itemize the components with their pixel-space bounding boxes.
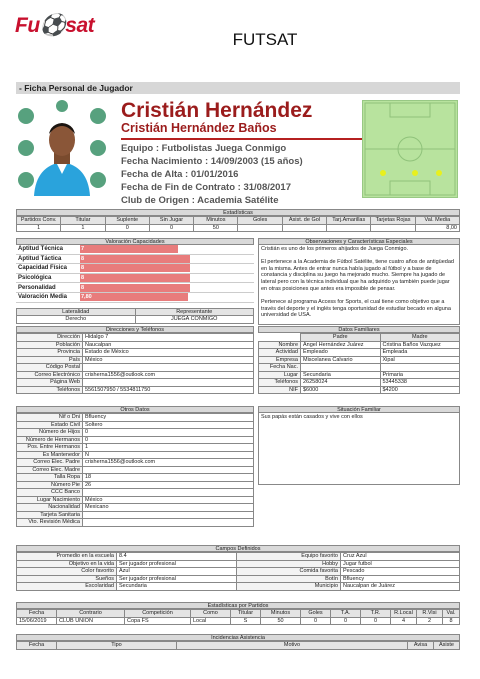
incidencias-title: Incidencias Asistencia: [16, 634, 460, 641]
dir-label: Provincia: [17, 349, 83, 357]
campo-value: Ser jugador profesional: [117, 560, 237, 568]
table-row: [17, 568, 460, 576]
campo-label: Color favorito: [17, 568, 117, 576]
dir-value: Naucalpan: [83, 341, 254, 349]
dir-label: Código Postal: [17, 364, 83, 372]
partido-header: Competición: [125, 610, 191, 618]
fam-label: Actividad: [259, 349, 301, 357]
partido-cell: Local: [191, 617, 231, 625]
stat-value: 50: [194, 224, 238, 232]
campo-label: Hobby: [237, 560, 341, 568]
fam-madre: Xipal: [380, 356, 460, 364]
stat-value: 8,00: [415, 224, 459, 232]
table-row: [17, 496, 254, 504]
table-row: [17, 444, 254, 452]
campos-title: Campos Definidos: [16, 545, 460, 552]
stat-header: Partidos Conv.: [17, 217, 61, 225]
otros-value: 1: [83, 444, 254, 452]
otros-label: Nif o Dni: [17, 414, 83, 422]
partido-cell: 4: [391, 617, 417, 625]
position-dot: [380, 170, 386, 176]
fam-padre: Miscelanea Calvario: [301, 356, 381, 364]
representante-header: Representante: [135, 308, 254, 316]
campo-label: Objetivo en la vida: [17, 560, 117, 568]
ficha-title-bar: - Ficha Personal de Jugador: [16, 82, 460, 94]
stat-header: Suplente: [105, 217, 149, 225]
otros-value: [83, 519, 254, 527]
dir-label: Correo Electrónico: [17, 371, 83, 379]
capacidad-label: Valoración Media: [18, 294, 68, 301]
otros-label: Número de Hijos: [17, 429, 83, 437]
fam-madre: Primaria: [380, 371, 460, 379]
lateralidad-header: Lateralidad: [17, 308, 136, 316]
stat-header: Tarj.Amarillas: [327, 217, 371, 225]
stat-header: Goles: [238, 217, 282, 225]
fam-madre: Cristina Baños Vazquez: [380, 341, 460, 349]
campo-value: Ser jugador profesional: [117, 575, 237, 583]
partido-header: R.Local: [391, 610, 417, 618]
stat-value: [238, 224, 282, 232]
player-full-name: Cristián Hernández Baños: [121, 121, 277, 135]
table-row: [17, 474, 254, 482]
stat-value: 0: [105, 224, 149, 232]
capacidad-label: Capacidad Física: [18, 265, 68, 272]
table-row: [17, 379, 254, 387]
table-row: [17, 421, 254, 429]
otros-value: 26: [83, 481, 254, 489]
capacidad-row: [16, 264, 254, 274]
table-row: [17, 414, 254, 422]
padre-header: Padre: [301, 334, 381, 342]
campos-section: [16, 545, 460, 591]
estadisticas-title: Estadísticas: [16, 209, 460, 216]
direcciones-title: Direcciones y Teléfonos: [16, 326, 254, 333]
incidencia-header: Tipo: [57, 642, 177, 650]
capacidades-title: Valoración Capacidades: [16, 238, 254, 245]
capacidad-row: [16, 293, 254, 303]
table-row: [17, 429, 254, 437]
otros-label: Correo Elec. Madre: [17, 466, 83, 474]
stat-header: Asist. de Gol: [282, 217, 326, 225]
fam-madre: [380, 364, 460, 372]
direcciones-section: [16, 326, 254, 394]
partido-header: R.Visi: [417, 610, 443, 618]
observaciones-text: [258, 245, 460, 325]
otros-title: Otros Datos: [16, 406, 254, 413]
dir-label: Dirección: [17, 334, 83, 342]
table-row: [17, 504, 254, 512]
partido-header: Titular: [231, 610, 261, 618]
table-row: [259, 364, 460, 372]
capacidad-row: [16, 274, 254, 284]
representante-value: JUEGA CONMIGO: [135, 316, 254, 324]
table-row: [17, 364, 254, 372]
partido-cell: 50: [261, 617, 301, 625]
capacidad-row: [16, 255, 254, 265]
dir-value: México: [83, 356, 254, 364]
otros-value: N: [83, 451, 254, 459]
partido-cell: 2: [417, 617, 443, 625]
partido-cell: 8: [443, 617, 460, 625]
table-row: [17, 519, 254, 527]
capacidad-label: Aptitud Técnica: [18, 246, 64, 253]
incidencia-header: Motivo: [177, 642, 408, 650]
stat-header: Tarjetas Rojas: [371, 217, 415, 225]
campo-label: Promedio en la escuela: [17, 553, 117, 561]
dir-label: Población: [17, 341, 83, 349]
table-row: [259, 356, 460, 364]
otros-label: Es Mantenedor: [17, 451, 83, 459]
campos-table: [16, 552, 460, 591]
observaciones-p1: Cristián es uno de los primeros ahijados de Juega Conmigo.: [261, 246, 409, 252]
partido-cell: 15/06/2019: [17, 617, 57, 625]
info-alta: Fecha de Alta : 01/01/2016: [121, 169, 239, 180]
player-name: Cristián Hernández: [121, 99, 313, 122]
table-row: [17, 575, 460, 583]
campo-value: Jugar futbol: [341, 560, 460, 568]
brand-title: FUTSAT: [232, 30, 298, 49]
stat-value: [327, 224, 371, 232]
partido-header: T.A.: [331, 610, 361, 618]
campo-value: Naucalpan de Juárez: [341, 583, 460, 591]
table-row: [259, 379, 460, 387]
stat-value: 1: [61, 224, 105, 232]
campo-value: 8.4: [117, 553, 237, 561]
partido-header: Como: [191, 610, 231, 618]
stat-header: Minutos: [194, 217, 238, 225]
dir-value: Estado de México: [83, 349, 254, 357]
incidencias-section: [16, 634, 460, 650]
otros-label: Vto. Revisión Médica: [17, 519, 83, 527]
table-row: [259, 341, 460, 349]
incidencia-header: Avisa: [408, 642, 434, 650]
otros-email-link[interactable]: crisherna1556@outlook.com: [83, 459, 254, 467]
fam-padre: [301, 364, 381, 372]
campo-label: Comida favorita: [237, 568, 341, 576]
partido-cell: 0: [361, 617, 391, 625]
fam-madre: $4200: [380, 386, 460, 394]
partido-cell: Copa FS: [125, 617, 191, 625]
table-row: [17, 459, 254, 467]
madre-header: Madre: [380, 334, 460, 342]
incidencia-header: Fecha: [17, 642, 57, 650]
stat-value: 0: [149, 224, 193, 232]
dir-label: Página Web: [17, 379, 83, 387]
stat-header: Titular: [61, 217, 105, 225]
familiares-title: Datos Familiares: [258, 326, 460, 333]
table-row: [17, 466, 254, 474]
campo-label: Equipo favorito: [237, 553, 341, 561]
otros-value: 0: [83, 436, 254, 444]
fam-label: Lugar: [259, 371, 301, 379]
fam-padre: $6000: [301, 386, 381, 394]
info-nacimiento: Fecha Nacimiento : 14/09/2003 (15 años): [121, 156, 303, 167]
otros-label: Número de Hermanos: [17, 436, 83, 444]
partido-cell: 0: [301, 617, 331, 625]
otros-value: 18: [83, 474, 254, 482]
otros-label: Estado Civil: [17, 421, 83, 429]
table-row: [17, 341, 254, 349]
fam-madre: 53445338: [380, 379, 460, 387]
capacidad-bar: 7: [80, 245, 178, 253]
table-row: [17, 481, 254, 489]
table-row: [17, 583, 460, 591]
partido-header: Val.: [443, 610, 460, 618]
stat-value: [371, 224, 415, 232]
lateralidad-table: [16, 308, 254, 324]
situacion-section: [258, 406, 460, 485]
campo-label: Botín: [237, 575, 341, 583]
partido-cell: CLUB UNION: [57, 617, 125, 625]
otros-label: Tarjeta Sanitaria: [17, 511, 83, 519]
otros-section: [16, 406, 254, 527]
campo-label: Escolaridad: [17, 583, 117, 591]
partido-header: Minutos: [261, 610, 301, 618]
dir-label: Teléfonos: [17, 386, 83, 394]
lateralidad-value: Derecho: [17, 316, 136, 324]
capacidad-bar: 8: [80, 284, 190, 292]
observaciones-title: Observaciones y Características Especiales: [258, 238, 460, 245]
table-row: [17, 553, 460, 561]
partido-header: Fecha: [17, 610, 57, 618]
campo-value: Azul: [117, 568, 237, 576]
table-row: [259, 349, 460, 357]
observaciones-section: [258, 238, 460, 325]
otros-label: Lugar Nacimiento: [17, 496, 83, 504]
stat-value: [282, 224, 326, 232]
capacidades-list: [16, 245, 254, 303]
fam-padre: 26258024: [301, 379, 381, 387]
table-row: [17, 560, 460, 568]
fam-label: Fecha Nac.: [259, 364, 301, 372]
situacion-text: Sus papás están casados y vive con ellos: [258, 413, 460, 485]
observaciones-p2: El pertenece a la Academia de Fútbol Satélite, tiene cuatro años de antigüedad en la misma. Antes de entrar nunca había jugado al fútbol y a base de constancia y disciplina su juego ha mejorado mucho. Siempre ha jugado de lateral pero con la técnica individual que ha adquirido ya también puede jugar en otras posiciones que antes era imposible de pensar.: [261, 258, 454, 292]
football-field-icon: [363, 101, 457, 197]
campo-value: Pescado: [341, 568, 460, 576]
fam-label: Teléfonos: [259, 379, 301, 387]
campo-value: Cruz Azul: [341, 553, 460, 561]
incidencias-table: [16, 641, 460, 650]
position-dot: [436, 170, 442, 176]
otros-label: Nacionalidad: [17, 504, 83, 512]
partido-header: Goles: [301, 610, 331, 618]
partidos-section: [16, 602, 460, 625]
table-row: [259, 371, 460, 379]
info-club-origen: Club de Origen : Academia Satélite: [121, 195, 279, 206]
position-field: [362, 100, 458, 198]
direcciones-table: [16, 333, 254, 394]
fam-label: NIF: [259, 386, 301, 394]
campo-label: Municipio: [237, 583, 341, 591]
partido-cell: S: [231, 617, 261, 625]
otros-table: [16, 413, 254, 527]
position-dot: [412, 170, 418, 176]
table-row: [17, 371, 254, 379]
table-row[interactable]: [17, 617, 460, 625]
stat-header: Val. Media: [415, 217, 459, 225]
otros-label: Correo Elec. Padre: [17, 459, 83, 467]
partido-cell: 0: [331, 617, 361, 625]
player-photo-image: [16, 100, 108, 196]
familiares-section: [258, 326, 460, 394]
table-row: [17, 511, 254, 519]
player-photo: [16, 100, 108, 196]
fam-padre: Angel Hernández Juárez: [301, 341, 381, 349]
incidencia-header: Asiste: [434, 642, 460, 650]
futsat-logo[interactable]: Fu⚽sat: [15, 14, 95, 37]
partidos-title: Estadísticas por Partidos: [16, 602, 460, 609]
table-row: [17, 436, 254, 444]
table-row: [259, 386, 460, 394]
fam-label: Nombre: [259, 341, 301, 349]
capacidad-bar: 8: [80, 255, 190, 263]
capacidad-label: Personalidad: [18, 284, 56, 291]
otros-value: 0: [83, 429, 254, 437]
dir-label: País: [17, 356, 83, 364]
otros-label: Pos. Entre Hermanos: [17, 444, 83, 452]
table-row: [17, 356, 254, 364]
table-row: [17, 334, 254, 342]
dir-value: Hidalgo 7: [83, 334, 254, 342]
otros-value: [83, 489, 254, 497]
capacidades-section: [16, 238, 254, 324]
otros-value: [83, 511, 254, 519]
campo-label: Sueños: [17, 575, 117, 583]
campo-value: Secundaria: [117, 583, 237, 591]
familiares-table: [258, 333, 460, 394]
dir-value: [83, 364, 254, 372]
stat-header: Sin Jugar: [149, 217, 193, 225]
otros-value: [83, 466, 254, 474]
dir-value: 5561507950 / 5534811750: [83, 386, 254, 394]
capacidad-label: Psicológica: [18, 275, 52, 282]
info-equipo: Equipo : Futbolistas Juega Conmigo: [121, 143, 287, 154]
otros-value: Bfluency: [83, 414, 254, 422]
dir-email-link[interactable]: crisherna1556@outlook.com: [83, 371, 254, 379]
fam-madre: Empleada: [380, 349, 460, 357]
capacidad-bar: 7,80: [80, 293, 188, 301]
otros-value: Soltero: [83, 421, 254, 429]
partido-header: Contrario: [57, 610, 125, 618]
table-row: [17, 386, 254, 394]
estadisticas-table: [16, 216, 460, 232]
fam-padre: Secundaria: [301, 371, 381, 379]
otros-label: Talla Ropa: [17, 474, 83, 482]
dir-value: [83, 379, 254, 387]
capacidad-label: Aptitud Táctica: [18, 255, 62, 262]
otros-label: Número Pie: [17, 481, 83, 489]
name-divider: [121, 138, 363, 140]
otros-label: CCC Banco: [17, 489, 83, 497]
info-fin-contrato: Fecha de Fin de Contrato : 31/08/2017: [121, 182, 291, 193]
stat-value: 1: [17, 224, 61, 232]
partidos-table: [16, 609, 460, 625]
partido-header: T.R.: [361, 610, 391, 618]
table-row: [17, 451, 254, 459]
table-row: [17, 349, 254, 357]
fam-label: Empresa: [259, 356, 301, 364]
capacidad-bar: 8: [80, 274, 190, 282]
otros-value: México: [83, 496, 254, 504]
capacidad-row: [16, 283, 254, 293]
observaciones-p3: Pertenece al programa Access for Sports, el cual tiene como objetivo que a través del deporte y el inglés tenga oportunidad de estudiar becado en alguna universidad de USA.: [261, 298, 451, 319]
table-row: [17, 489, 254, 497]
campo-value: Bfluency: [341, 575, 460, 583]
situacion-title: Situación Familiar: [258, 406, 460, 413]
capacidad-row: [16, 245, 254, 255]
otros-value: Mexicano: [83, 504, 254, 512]
capacidad-bar: 8: [80, 264, 190, 272]
estadisticas-section: [16, 209, 460, 232]
fam-padre: Empleado: [301, 349, 381, 357]
